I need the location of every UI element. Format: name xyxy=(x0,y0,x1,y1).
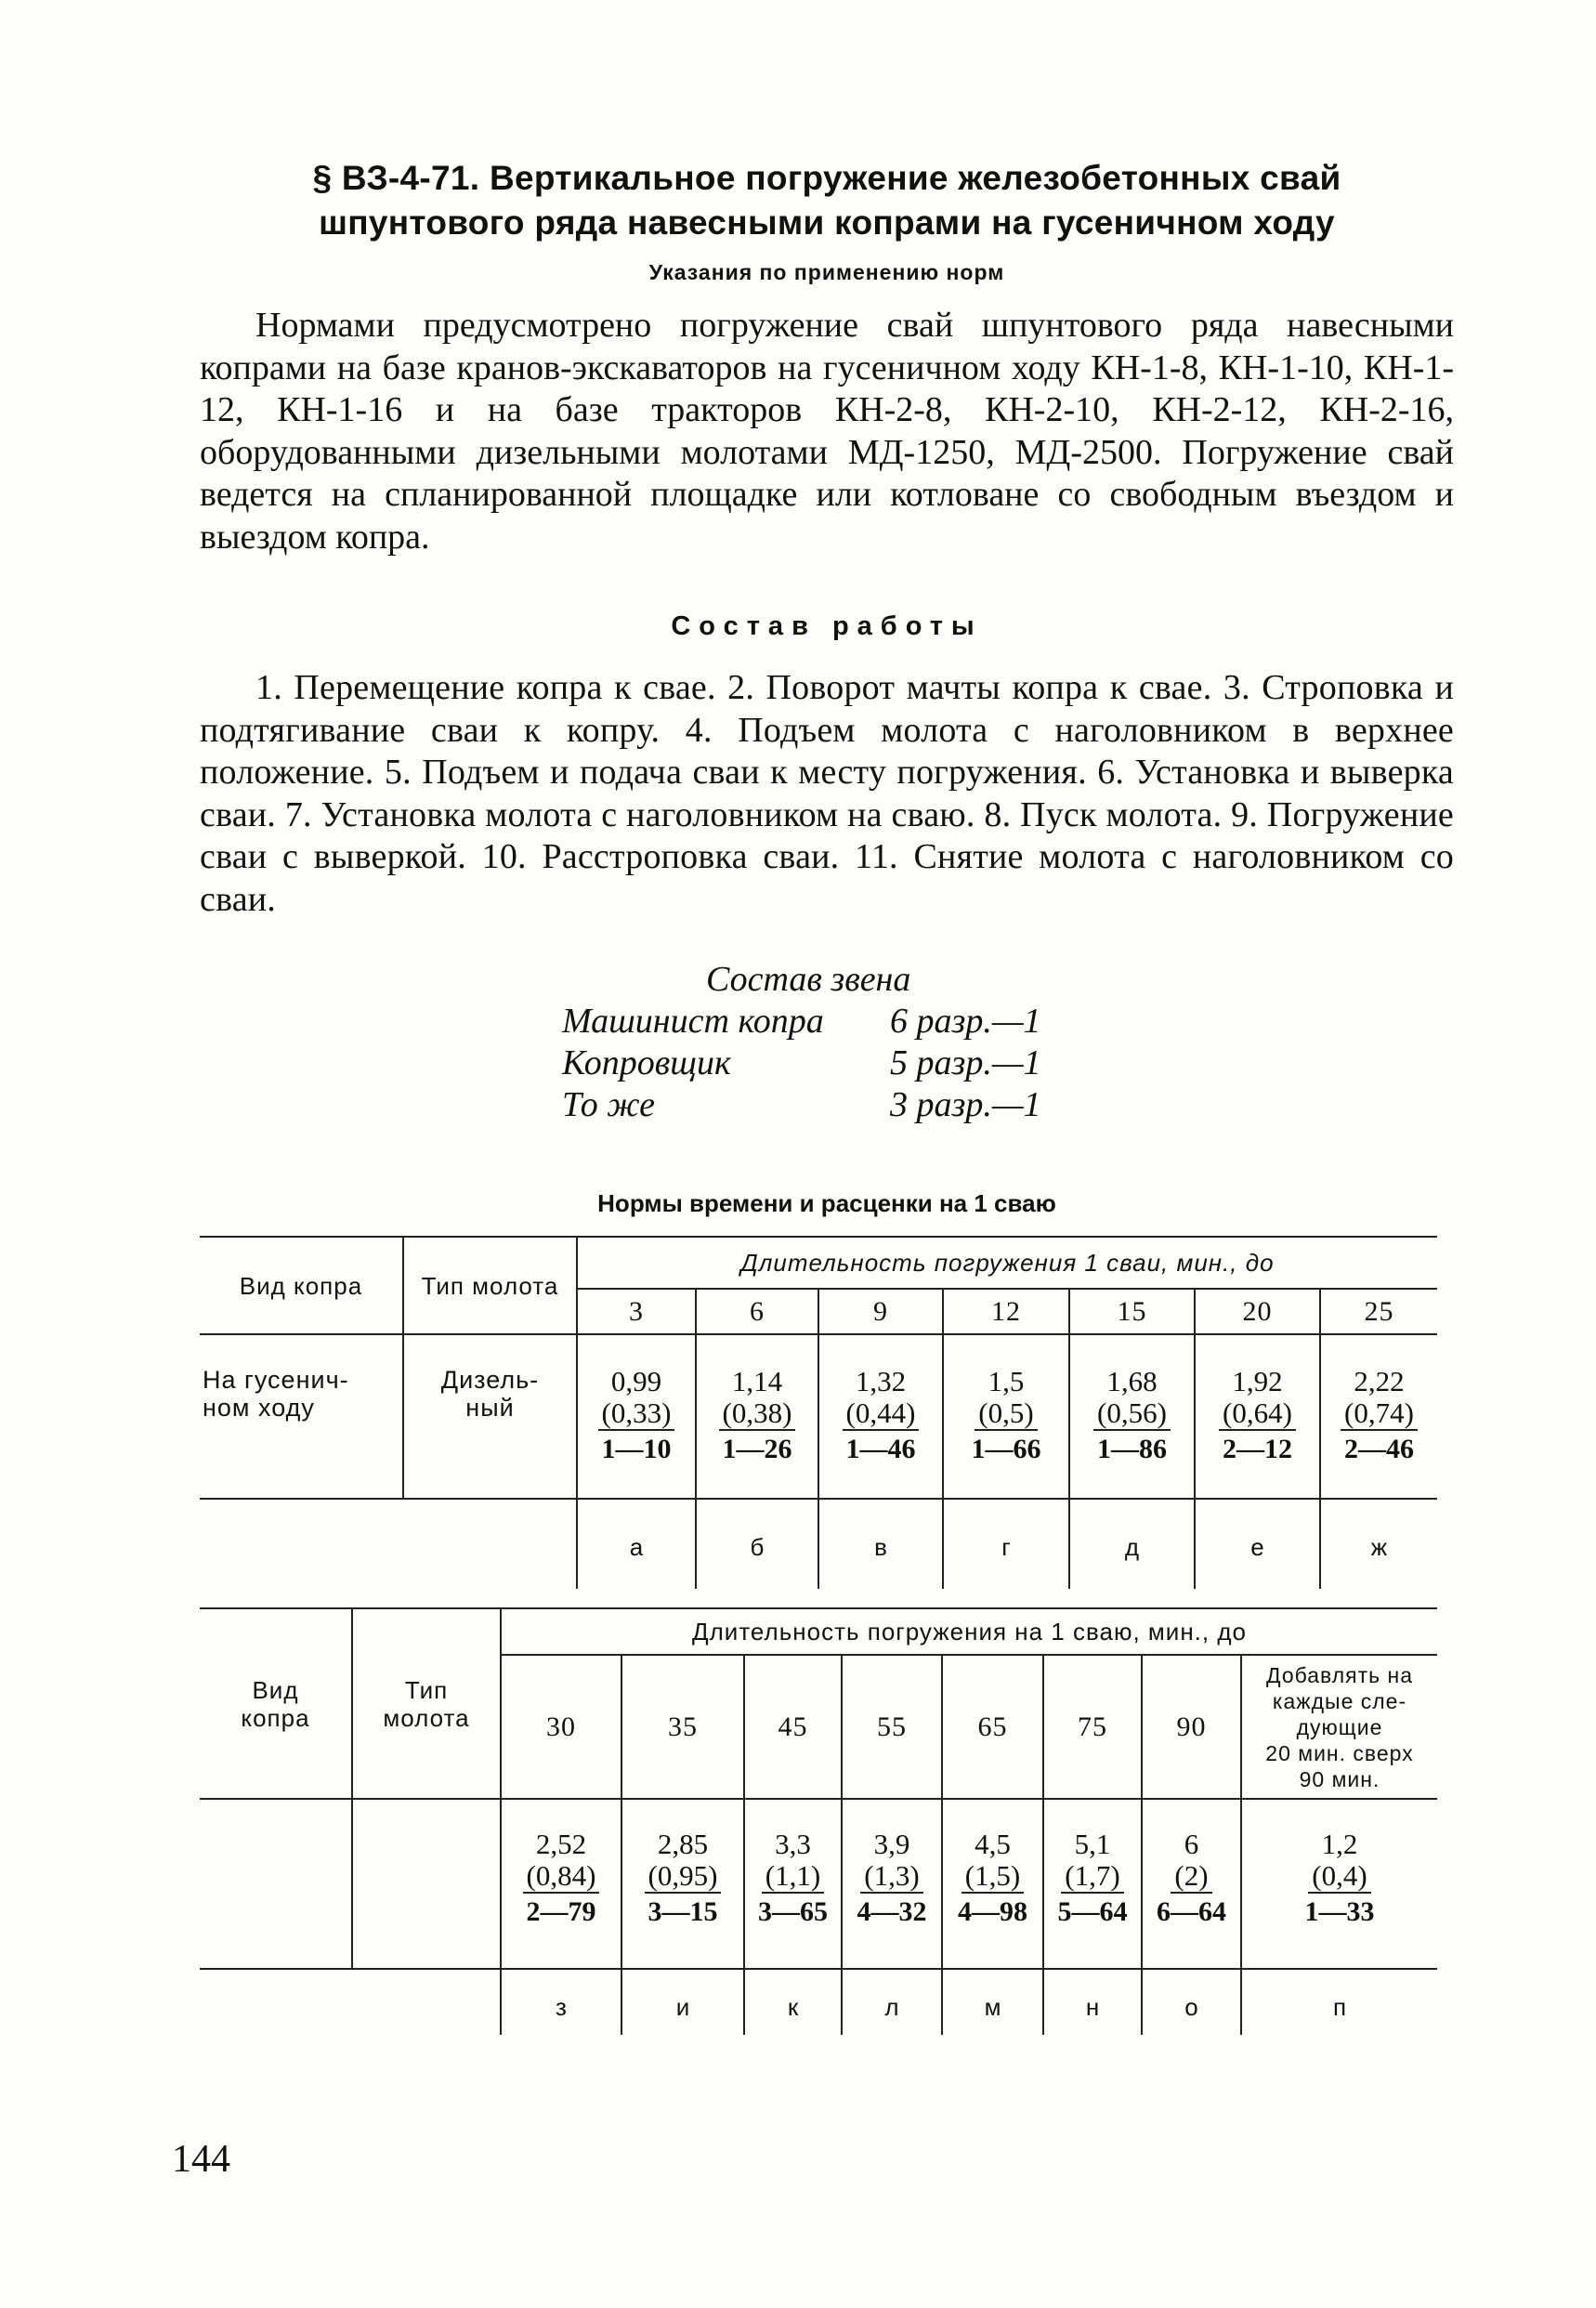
rate-value: 3—15 xyxy=(648,1896,718,1927)
duration-value: 45 xyxy=(778,1711,808,1742)
col-header-duration: Длительность погружения 1 сваи, мин., до xyxy=(740,1249,1275,1277)
duration-value: 90 xyxy=(1176,1711,1207,1742)
work-composition-paragraph: 1. Перемещение копра к свае. 2. Поворот мачты копра к свае. 3. Строповка и подтягивание сваи к копру. 4. Подъем молота с наголовником в верхнее положение. 5. Подъем и подача сваи к месту погружения. 6. Установка и выверка сваи. 7. Установка молота с наголовником на сваю. 8. Пуск молота. 9. Погружение сваи с выверкой. 10. Расстроповка сваи. 11. Снятие молота с наголовником со сваи. xyxy=(200,668,1454,919)
row-kind xyxy=(203,1366,349,1422)
crew-role: Машинист копра xyxy=(562,1002,824,1041)
price-cell xyxy=(944,1366,1068,1468)
section-title-line2: шпунтового ряда навесными копрами на гусеничном ходу xyxy=(319,203,1335,242)
wage-value: (1,1) xyxy=(762,1860,824,1894)
norm-value: 1,92 xyxy=(1232,1365,1283,1397)
price-cell xyxy=(843,1829,941,1931)
wage-value: (0,38) xyxy=(719,1397,796,1431)
price-cell xyxy=(578,1366,695,1468)
crew-role: Копровщик xyxy=(562,1043,731,1082)
page-number: 144 xyxy=(172,2138,230,2181)
column-letter: н xyxy=(1085,1993,1100,2021)
column-letter: а xyxy=(629,1533,644,1561)
rate-value: 1—10 xyxy=(601,1434,672,1464)
price-cell xyxy=(745,1829,841,1931)
price-cell xyxy=(502,1829,621,1931)
norm-value: 2,22 xyxy=(1354,1365,1405,1397)
duration-value: 30 xyxy=(546,1711,576,1742)
price-cell xyxy=(1143,1829,1240,1931)
col-header-extra-line: дующие xyxy=(1296,1714,1383,1739)
norm-value: 0,99 xyxy=(610,1365,662,1397)
price-cell xyxy=(697,1366,818,1468)
wage-value: (0,33) xyxy=(598,1397,675,1431)
row-hammer-line: Дизель- xyxy=(440,1366,540,1394)
column-letter: з xyxy=(556,1993,567,2021)
duration-value: 65 xyxy=(977,1711,1008,1742)
price-cell xyxy=(1321,1366,1437,1468)
col-header-kind-line: Вид xyxy=(252,1675,299,1704)
crew-grade: 3 разр.—1 xyxy=(890,1085,1041,1124)
table-rule xyxy=(200,1968,1437,1970)
col-header-extra-line: Добавлять на xyxy=(1265,1662,1414,1687)
wage-value: (0,84) xyxy=(523,1860,600,1894)
row-hammer-line: ный xyxy=(465,1394,515,1422)
duration-value: 75 xyxy=(1078,1711,1107,1742)
column-letter: п xyxy=(1332,1993,1347,2021)
norm-value: 1,5 xyxy=(988,1365,1025,1397)
duration-value: 6 xyxy=(750,1295,765,1327)
row-kind-line: ном ходу xyxy=(203,1394,315,1422)
norm-value: 1,68 xyxy=(1106,1365,1158,1397)
col-header-hammer xyxy=(353,1609,500,1798)
col-header-duration: Длительность погружения на 1 сваю, мин., до xyxy=(692,1618,1247,1646)
norm-value: 2,85 xyxy=(657,1828,709,1860)
norm-value: 3,3 xyxy=(775,1828,811,1860)
crew-title: Состав звена xyxy=(706,960,911,999)
rate-value: 1—66 xyxy=(971,1434,1041,1464)
column-letter: е xyxy=(1250,1533,1264,1561)
price-cell xyxy=(819,1366,942,1468)
rate-value: 2—46 xyxy=(1344,1434,1414,1464)
price-cell xyxy=(1196,1366,1319,1468)
duration-value: 20 xyxy=(1242,1295,1273,1327)
usage-paragraph: Нормами предусмотрено погружение свай шпунтового ряда навесными копрами на базе кранов-экскаваторов на гусеничном ходу КН-1-8, КН-1-10, КН-1-12, КН-1-16 и на базе тракторов КН-2-8, КН-2-10, КН-2-12, КН-2-16, оборудованными дизельными молотами МД-1250, МД-2500. Погружение свай ведется на спланированной площадке или котловане со свободным въездом и выездом копра. xyxy=(200,306,1454,557)
rate-value: 6—64 xyxy=(1157,1896,1226,1927)
col-header-extra-line: каждые сле- xyxy=(1272,1688,1407,1713)
column-letter: ж xyxy=(1370,1533,1388,1561)
crew-role: То же xyxy=(562,1085,655,1124)
rate-value: 1—86 xyxy=(1097,1434,1167,1464)
column-letter: м xyxy=(984,1993,1001,2021)
crew-grade: 6 разр.—1 xyxy=(890,1002,1041,1041)
col-header-kind xyxy=(200,1609,351,1798)
norm-value: 2,52 xyxy=(535,1828,587,1860)
column-letter: л xyxy=(884,1993,899,2021)
wage-value: (0,44) xyxy=(843,1397,920,1431)
wage-value: (0,5) xyxy=(975,1397,1037,1431)
duration-value: 12 xyxy=(991,1295,1021,1327)
section-title xyxy=(223,156,1431,245)
wage-value: (1,3) xyxy=(860,1860,922,1894)
column-letter: и xyxy=(675,1993,690,2021)
duration-value: 3 xyxy=(629,1295,644,1327)
rate-value: 1—33 xyxy=(1304,1896,1375,1927)
table-rule xyxy=(200,1798,1437,1800)
column-letter: в xyxy=(874,1533,887,1561)
column-letter: о xyxy=(1184,1993,1198,2021)
col-header-extra xyxy=(1242,1656,1437,1798)
norm-value: 1,32 xyxy=(855,1365,907,1397)
norm-value: 4,5 xyxy=(975,1828,1011,1860)
norm-value: 3,9 xyxy=(873,1828,910,1860)
rate-value: 2—79 xyxy=(526,1896,596,1927)
column-letter: б xyxy=(750,1533,765,1561)
col-header-kind: Вид копра xyxy=(239,1271,363,1300)
table-caption: Нормы времени и расценки на 1 сваю xyxy=(597,1189,1056,1217)
col-header-hammer-line: молота xyxy=(383,1703,470,1732)
wage-value: (0,74) xyxy=(1341,1397,1418,1431)
rate-value: 5—64 xyxy=(1057,1896,1128,1927)
wage-value: (0,95) xyxy=(645,1860,722,1894)
wage-value: (0,4) xyxy=(1308,1860,1370,1894)
row-hammer xyxy=(404,1366,576,1422)
price-cell xyxy=(1044,1829,1141,1931)
col-header-hammer-line: Тип xyxy=(404,1675,449,1704)
wage-value: (2) xyxy=(1171,1860,1211,1894)
column-letter: г xyxy=(1001,1533,1011,1561)
price-cell xyxy=(622,1829,743,1931)
column-letter: д xyxy=(1124,1533,1140,1561)
col-header-kind-line: копра xyxy=(241,1703,310,1732)
col-header-hammer: Тип молота xyxy=(421,1271,559,1300)
norm-value: 1,2 xyxy=(1321,1828,1358,1860)
row-kind-line: На гусенич- xyxy=(203,1366,349,1394)
duration-value: 15 xyxy=(1117,1295,1147,1327)
duration-value: 55 xyxy=(877,1711,907,1742)
norm-value: 6 xyxy=(1184,1828,1199,1860)
column-letter: к xyxy=(787,1993,799,2021)
crew-grade: 5 разр.—1 xyxy=(890,1043,1041,1082)
wage-value: (0,56) xyxy=(1093,1397,1171,1431)
rate-value: 4—98 xyxy=(958,1896,1027,1927)
duration-value: 9 xyxy=(873,1295,888,1327)
rate-value: 1—26 xyxy=(722,1434,792,1464)
wage-value: (1,5) xyxy=(962,1860,1024,1894)
norm-value: 1,14 xyxy=(731,1365,783,1397)
price-cell xyxy=(1070,1366,1194,1468)
wage-value: (0,64) xyxy=(1219,1397,1296,1431)
price-cell xyxy=(943,1829,1042,1931)
price-cell xyxy=(1242,1829,1437,1931)
work-composition-title: Состав работы xyxy=(671,611,983,641)
col-header-extra-line: 90 мин. xyxy=(1299,1766,1380,1791)
norm-value: 5,1 xyxy=(1074,1828,1111,1860)
wage-value: (1,7) xyxy=(1061,1860,1123,1894)
col-header-extra-line: 20 мин. сверх xyxy=(1265,1740,1414,1765)
rate-value: 4—32 xyxy=(857,1896,927,1927)
section-title-line1: § ВЗ-4-71. Вертикальное погружение железобетонных свай xyxy=(312,159,1341,197)
duration-value: 35 xyxy=(668,1711,698,1742)
usage-subheading: Указания по применению норм xyxy=(648,260,1005,284)
rate-value: 1—46 xyxy=(845,1434,916,1464)
rate-value: 2—12 xyxy=(1223,1434,1292,1464)
duration-value: 25 xyxy=(1364,1295,1394,1327)
rate-value: 3—65 xyxy=(758,1896,828,1927)
